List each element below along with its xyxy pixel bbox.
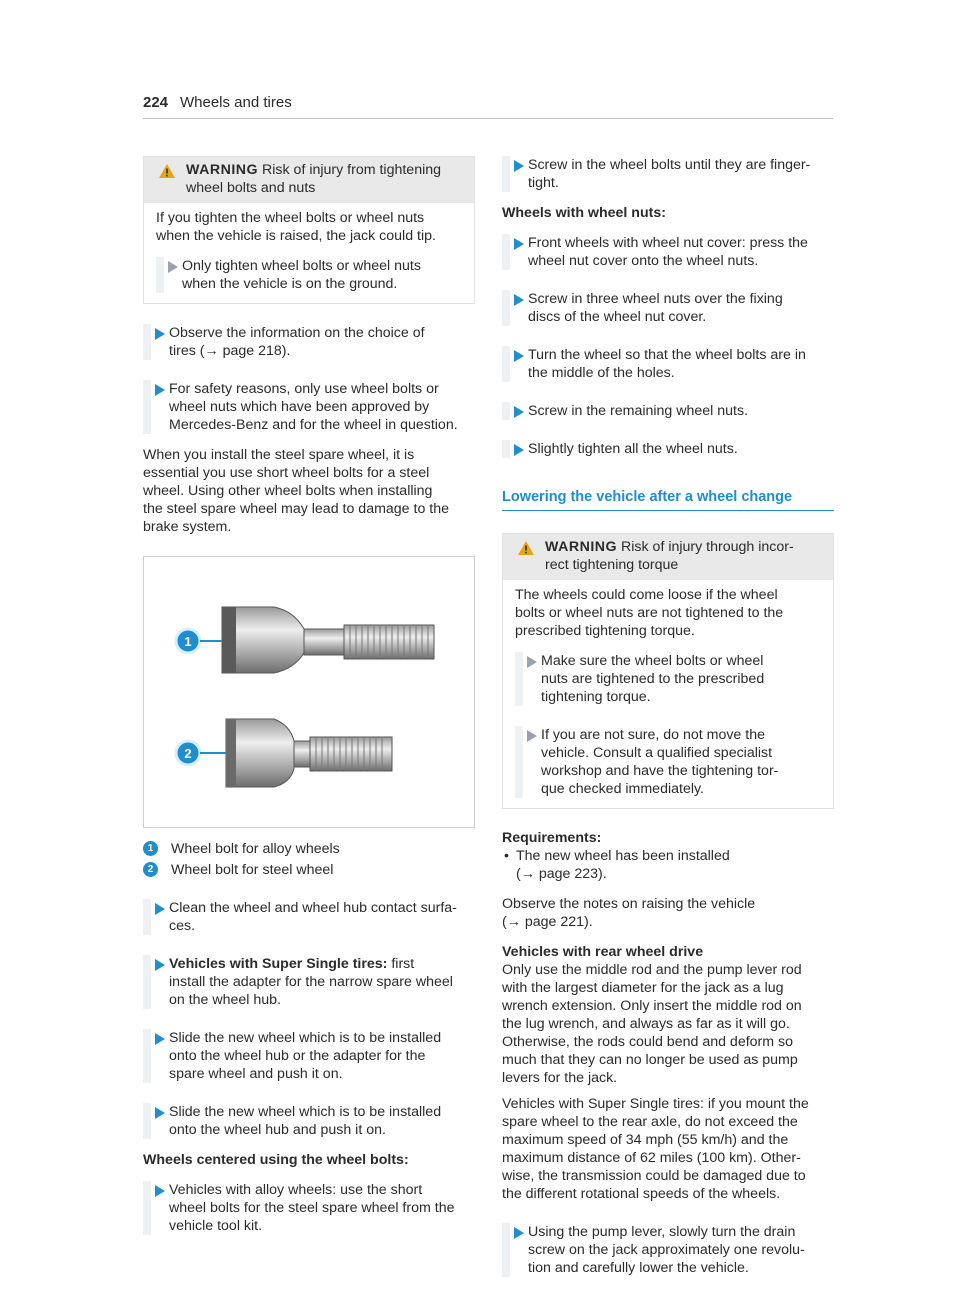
text-line: when the vehicle is raised, the jack could tip. bbox=[156, 228, 436, 244]
step-arrow-icon bbox=[514, 294, 524, 306]
step-arrow-icon bbox=[155, 959, 165, 971]
step-arrow-icon bbox=[527, 730, 537, 742]
text-line: workshop and have the tightening tor- bbox=[541, 763, 779, 779]
text-line: Using the pump lever, slowly turn the drain bbox=[528, 1224, 796, 1240]
step-arrow-icon bbox=[527, 656, 537, 668]
instruction-step bbox=[143, 380, 475, 434]
callout-2-label: 2 bbox=[184, 746, 192, 761]
subheading: Vehicles with rear wheel drive bbox=[502, 944, 704, 960]
bold-label: Vehicles with Super Single tires: bbox=[169, 956, 388, 972]
text-line: Clean the wheel and wheel hub contact surfa- bbox=[169, 900, 457, 916]
text-line: Screw in the remaining wheel nuts. bbox=[528, 403, 749, 419]
step-arrow-icon bbox=[514, 238, 524, 250]
text-line: The wheels could come loose if the wheel bbox=[515, 587, 778, 603]
text-line: vehicle tool kit. bbox=[169, 1218, 263, 1234]
step-arrow-icon bbox=[514, 1227, 524, 1239]
text-line: wise, the transmission could be damaged due to bbox=[502, 1168, 806, 1184]
text-line: When you install the steel spare wheel, it is bbox=[143, 447, 415, 463]
subheading: Wheels centered using the wheel bolts: bbox=[143, 1152, 409, 1168]
page-title: Wheels and tires bbox=[179, 94, 292, 111]
page-header bbox=[143, 94, 833, 119]
paragraph bbox=[502, 895, 834, 931]
page-link[interactable]: tires (→ page 218). bbox=[169, 343, 291, 359]
paragraph bbox=[143, 446, 475, 536]
requirements-heading: Requirements: bbox=[502, 830, 602, 846]
text-line: spare wheel to the rear axle, do not exceed the bbox=[502, 1114, 798, 1130]
text-line: wheel nut cover onto the wheel nuts. bbox=[528, 253, 759, 269]
instruction-step bbox=[143, 1103, 475, 1139]
paragraph bbox=[502, 1095, 834, 1203]
paragraph bbox=[502, 961, 834, 1087]
text-line: nuts are tightened to the prescribed bbox=[541, 671, 765, 687]
text-line: wheel. Using other wheel bolts when installing bbox=[143, 483, 433, 499]
text-line: que checked immediately. bbox=[541, 781, 704, 797]
step-arrow-icon bbox=[514, 160, 524, 172]
text-line: Vehicles with alloy wheels: use the short bbox=[169, 1182, 423, 1198]
instruction-step bbox=[143, 324, 475, 360]
warning-icon bbox=[158, 163, 176, 179]
instruction-step bbox=[502, 1223, 834, 1277]
text-line: install the adapter for the narrow spare wheel bbox=[169, 974, 453, 990]
text-line: maximum speed of 34 mph (55 km/h) and the bbox=[502, 1132, 789, 1148]
text-line: the middle of the holes. bbox=[528, 365, 675, 381]
text-line: wheel bolts for the steel spare wheel from the bbox=[169, 1200, 455, 1216]
text-line: ces. bbox=[169, 918, 196, 934]
warning-box bbox=[143, 156, 475, 304]
text-line: Vehicles with Super Single tires: if you mount the bbox=[502, 1096, 809, 1112]
text-line: Otherwise, the rods could bend and deform so bbox=[502, 1034, 794, 1050]
callout-1-label: 1 bbox=[184, 634, 192, 649]
text-line: Only use the middle rod and the pump lever rod bbox=[502, 962, 802, 978]
instruction-step bbox=[502, 440, 834, 458]
text-line: first bbox=[387, 956, 415, 972]
warning-title-line: rect tightening torque bbox=[545, 557, 679, 573]
alloy-wheel-bolt bbox=[222, 607, 434, 673]
page-number: 224 bbox=[143, 94, 169, 111]
text-line: onto the wheel hub or the adapter for the bbox=[169, 1048, 426, 1064]
requirement-item bbox=[502, 847, 834, 883]
text-line: wheel nuts which have been approved by bbox=[169, 399, 430, 415]
step-arrow-icon bbox=[514, 406, 524, 418]
warning-title: Risk of injury from tightening bbox=[262, 162, 442, 178]
wheel-bolts-illustration bbox=[144, 557, 474, 827]
warning-icon bbox=[517, 540, 535, 556]
text-line: vehicle. Consult a qualified specialist bbox=[541, 745, 773, 761]
page-link[interactable]: (→ page 221). bbox=[502, 914, 593, 930]
text-line: tion and carefully lower the vehicle. bbox=[528, 1260, 749, 1276]
text-line: with the largest diameter for the jack as a lug bbox=[502, 980, 784, 996]
subheading: Wheels with wheel nuts: bbox=[502, 205, 666, 221]
text-line: on the wheel hub. bbox=[169, 992, 282, 1008]
warning-header bbox=[503, 534, 833, 580]
figure-legend-item bbox=[143, 861, 475, 879]
text-line: levers for the jack. bbox=[502, 1070, 618, 1086]
warning-step bbox=[515, 652, 823, 706]
wheel-bolts-figure bbox=[143, 556, 475, 828]
warning-box bbox=[502, 533, 834, 809]
text-line: Mercedes-Benz and for the wheel in question. bbox=[169, 417, 458, 433]
warning-step bbox=[156, 257, 464, 293]
text-line: screw on the jack approximately one revolu- bbox=[528, 1242, 805, 1258]
text-line: If you are not sure, do not move the bbox=[541, 727, 765, 743]
step-arrow-icon bbox=[155, 903, 165, 915]
figure-legend-item bbox=[143, 840, 475, 858]
text-line: discs of the wheel nut cover. bbox=[528, 309, 707, 325]
text-line: For safety reasons, only use wheel bolts or bbox=[169, 381, 439, 397]
step-arrow-icon bbox=[155, 1033, 165, 1045]
section-title: Lowering the vehicle after a wheel change bbox=[502, 488, 834, 511]
text-line: the steel spare wheel may lead to damage to the bbox=[143, 501, 450, 517]
instruction-step bbox=[143, 1181, 475, 1235]
text-line: the different rotational speeds of the wheels. bbox=[502, 1186, 781, 1202]
text-line: spare wheel and push it on. bbox=[169, 1066, 343, 1082]
text-line: Slightly tighten all the wheel nuts. bbox=[528, 441, 738, 457]
text-line: tightening torque. bbox=[541, 689, 651, 705]
text-line: the lug wrench, and always as far as it will go. bbox=[502, 1016, 790, 1032]
legend-number: 2 bbox=[143, 862, 158, 877]
text-line: prescribed tightening torque. bbox=[515, 623, 695, 639]
text-line: maximum distance of 62 miles (100 km). Other- bbox=[502, 1150, 801, 1166]
legend-text: Wheel bolt for steel wheel bbox=[171, 862, 334, 878]
text-line: If you tighten the wheel bolts or wheel nuts bbox=[156, 210, 425, 226]
instruction-step bbox=[143, 1029, 475, 1083]
step-arrow-icon bbox=[155, 1107, 165, 1119]
instruction-step bbox=[502, 402, 834, 420]
text-line: Screw in the wheel bolts until they are finger- bbox=[528, 157, 811, 173]
step-arrow-icon bbox=[168, 261, 178, 273]
instruction-step bbox=[502, 290, 834, 326]
warning-header bbox=[144, 157, 474, 203]
warning-label: WARNING bbox=[545, 539, 618, 555]
text-line: Make sure the wheel bolts or wheel bbox=[541, 653, 764, 669]
instruction-step bbox=[502, 346, 834, 382]
text-line: • The new wheel has been installed bbox=[516, 848, 730, 864]
text-line: Screw in three wheel nuts over the fixing bbox=[528, 291, 783, 307]
step-arrow-icon bbox=[155, 328, 165, 340]
warning-body bbox=[503, 580, 833, 808]
text-line: Only tighten wheel bolts or wheel nuts bbox=[182, 258, 421, 274]
text-line: when the vehicle is on the ground. bbox=[182, 276, 398, 292]
step-arrow-icon bbox=[514, 444, 524, 456]
warning-label: WARNING bbox=[186, 162, 259, 178]
text-line: onto the wheel hub and push it on. bbox=[169, 1122, 386, 1138]
text-line: much that they can no longer be used as pump bbox=[502, 1052, 798, 1068]
warning-step bbox=[515, 726, 823, 798]
text-line: Observe the information on the choice of bbox=[169, 325, 425, 341]
step-arrow-icon bbox=[155, 384, 165, 396]
warning-title-line: wheel bolts and nuts bbox=[186, 180, 316, 196]
legend-text: Wheel bolt for alloy wheels bbox=[171, 841, 340, 857]
text-line: Slide the new wheel which is to be installed bbox=[169, 1104, 442, 1120]
step-arrow-icon bbox=[514, 350, 524, 362]
text-line: wrench extension. Only insert the middle rod on bbox=[502, 998, 802, 1014]
warning-body bbox=[144, 203, 474, 303]
instruction-step bbox=[143, 955, 475, 1009]
step-arrow-icon bbox=[155, 1185, 165, 1197]
text-line: brake system. bbox=[143, 519, 232, 535]
text-line: Slide the new wheel which is to be installed bbox=[169, 1030, 442, 1046]
instruction-step bbox=[502, 234, 834, 270]
instruction-step bbox=[502, 156, 834, 192]
text-line: tight. bbox=[528, 175, 559, 191]
text-line: bolts or wheel nuts are not tightened to the bbox=[515, 605, 784, 621]
left-column bbox=[143, 156, 475, 1235]
text-line: Turn the wheel so that the wheel bolts are in bbox=[528, 347, 806, 363]
text-line: Front wheels with wheel nut cover: press the bbox=[528, 235, 808, 251]
instruction-step bbox=[143, 899, 475, 935]
text-line: Observe the notes on raising the vehicle bbox=[502, 896, 756, 912]
page-link[interactable]: (→ page 223). bbox=[516, 866, 607, 882]
right-column bbox=[502, 156, 834, 1277]
steel-wheel-bolt bbox=[226, 719, 392, 787]
legend-number: 1 bbox=[143, 841, 158, 856]
warning-title: Risk of injury through incor- bbox=[621, 539, 794, 555]
text-line: essential you use short wheel bolts for a steel bbox=[143, 465, 430, 481]
